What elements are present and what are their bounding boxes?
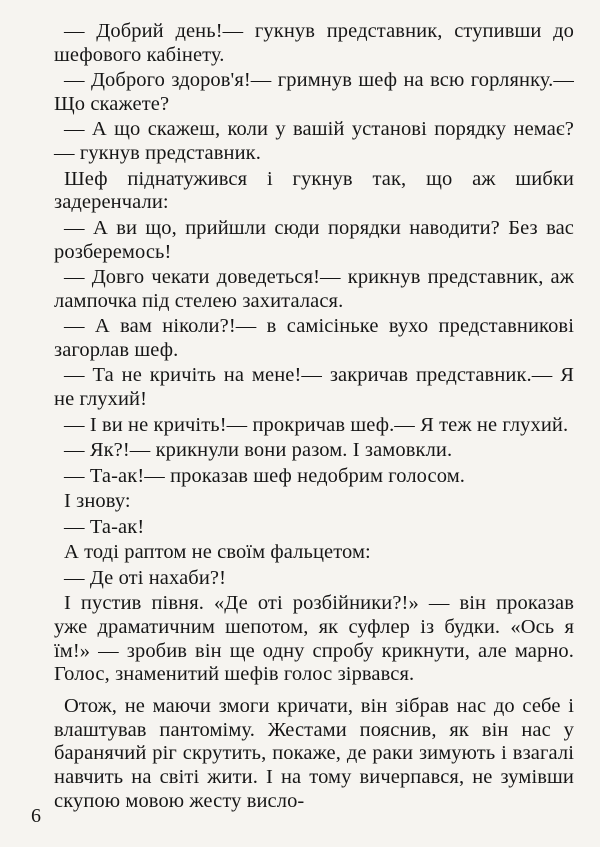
page-text [54, 20, 574, 815]
paragraph: — Доброго здоров'я!— гримнув шеф на всю горлянку.— Що скажете? [54, 69, 574, 115]
paragraph: — І ви не кричіть!— прокричав шеф.— Я теж не глухий. [64, 413, 569, 436]
paragraph: І знову: [64, 490, 131, 513]
paragraph: — Довго чекати доведеться!— крикнув представник, аж лампочка під стелею захиталася. [54, 266, 574, 312]
paragraph: — Та-ак! [64, 515, 145, 538]
page-number: 6 [31, 805, 41, 827]
paragraph: — Та не кричіть на мене!— закричав представник.— Я не глухий! [54, 364, 574, 411]
paragraph: — А вам ніколи?!— в самісіньке вухо представникові загорлав шеф. [54, 315, 574, 361]
paragraph: — А що скажеш, коли у вашій установі порядку немає?— гукнув представник. [54, 118, 574, 165]
paragraph: І пустив півня. «Де оті розбійники?!» — він проказав уже драматичним шепотом, як суфлер із будки. «Ось я їм!» — зробив він ще одну спробу крикнути, але марно. Голос, знаменитий шефів голос зірвався. [54, 592, 574, 686]
paragraph: — Та-ак!— проказав шеф недобрим голосом. [64, 464, 465, 487]
paragraph: — Як?!— крикнули вони разом. І замовкли. [64, 439, 453, 462]
paragraph: — Де оті нахаби?! [64, 566, 227, 589]
paragraph: А тоді раптом не своїм фальцетом: [64, 541, 371, 564]
paragraph: — Добрий день!— гукнув представник, ступивши до шефового кабінету. [54, 20, 574, 66]
paragraph: — А ви що, прийшли сюди порядки наводити? Без вас розберемось! [54, 216, 574, 263]
paragraph: Отож, не маючи змоги кричати, він зібрав нас до себе і влаштував пантоміму. Жестами пояснив, як він нас у баранячий ріг скрутить, покаже, де раки зимують і взагалі навчить на світі жити. І на тому вичерпався, не зумівши скупою мовою жесту висло- [54, 694, 574, 812]
paragraph: Шеф піднатужився і гукнув так, що аж шибки задеренчали: [54, 167, 574, 214]
